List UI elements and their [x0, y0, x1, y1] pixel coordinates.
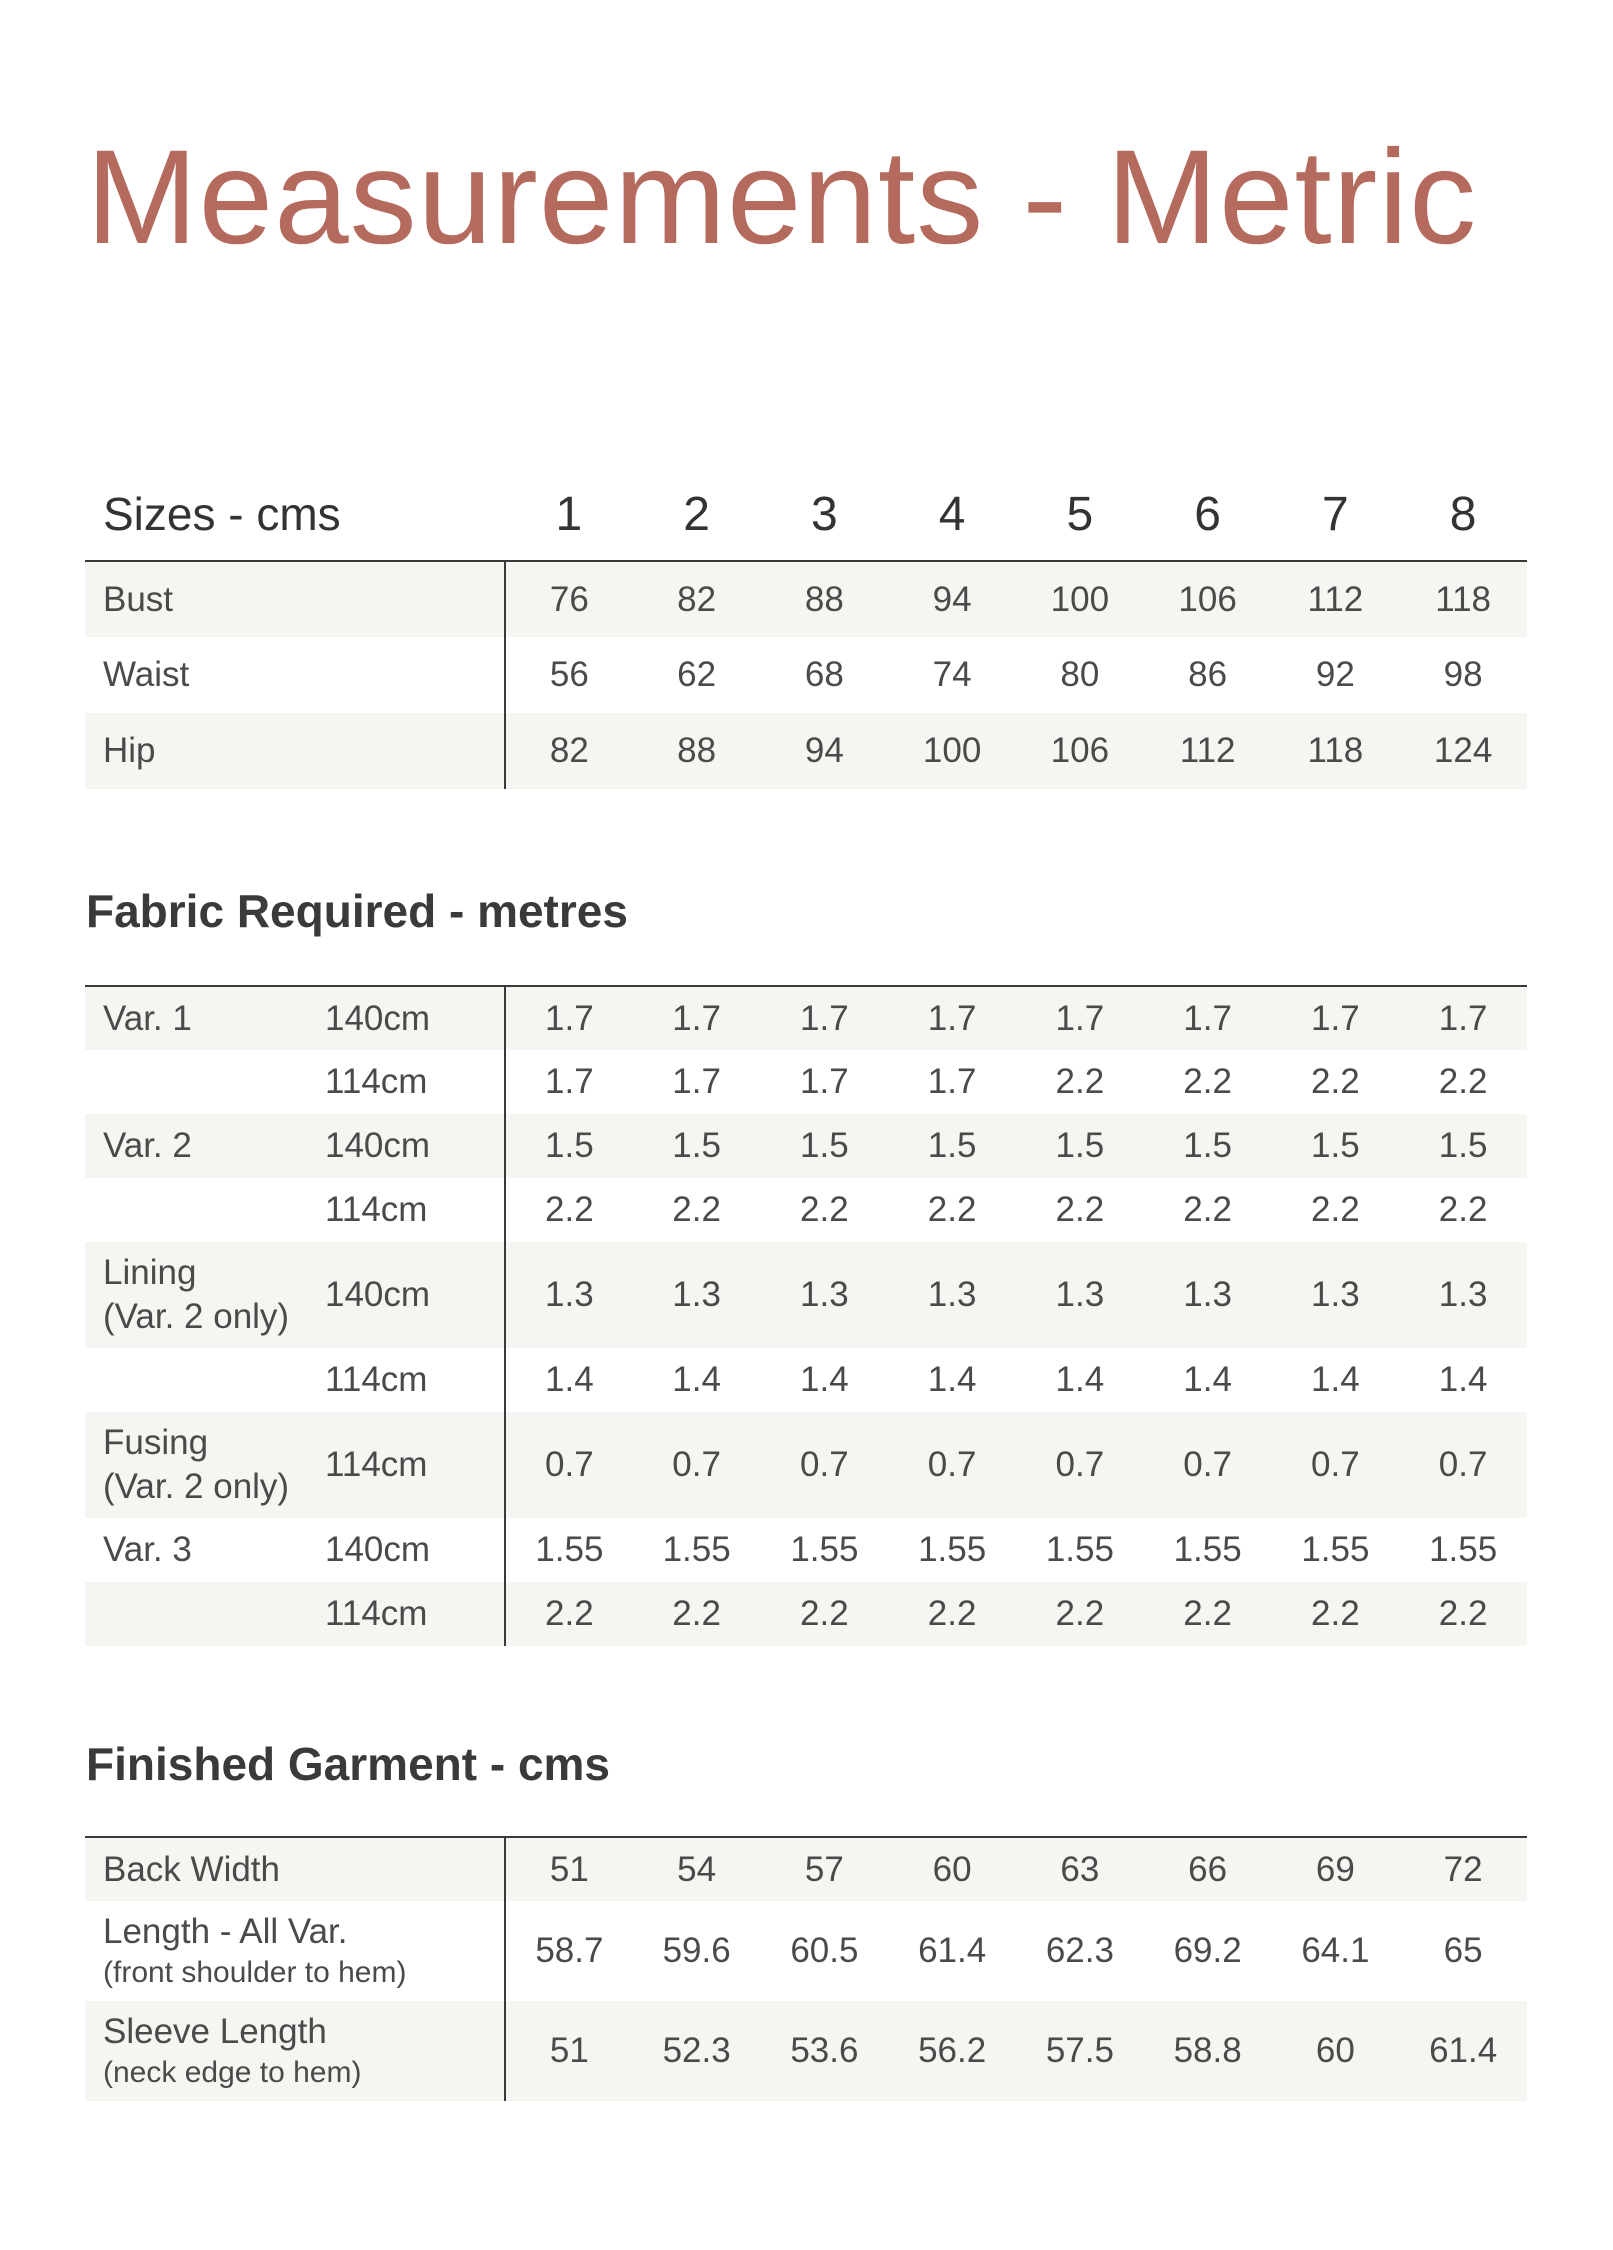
- table-cell: 1.55: [662, 1530, 731, 1569]
- table-cell: 61.4: [918, 1931, 987, 1970]
- table-cell: 1.5: [888, 1114, 1016, 1178]
- table-row: [85, 1412, 1527, 1518]
- table-cell: 1.7: [888, 986, 1016, 1050]
- table-row: [85, 1050, 1527, 1114]
- table-cell: 62.3: [1045, 1931, 1114, 1970]
- table-cell: 118: [1399, 561, 1527, 637]
- size-heading: 4: [888, 468, 1016, 561]
- row-label-note: (neck edge to hem): [103, 2056, 362, 2090]
- table-cell: 1.5: [633, 1114, 761, 1178]
- fabric-width: 140cm: [325, 986, 505, 1050]
- table-cell: 56: [549, 655, 589, 694]
- table-cell: 1.3: [633, 1242, 761, 1348]
- table-cell: 1.5: [1144, 1114, 1272, 1178]
- table-cell: 0.7: [888, 1412, 1016, 1518]
- table-cell: 1.55: [1301, 1530, 1370, 1569]
- table-cell: 56.2: [888, 2001, 1016, 2101]
- table-cell: 0.7: [1399, 1412, 1527, 1518]
- table-cell: 1.55: [1429, 1530, 1498, 1569]
- table-cell: 60: [1272, 2001, 1400, 2101]
- table-cell: 1.4: [1311, 1360, 1360, 1399]
- row-label: [85, 2001, 505, 2101]
- table-cell: 94: [761, 713, 889, 789]
- table-cell: 1.5: [1016, 1114, 1144, 1178]
- table-cell: 1.5: [505, 1114, 633, 1178]
- row-label-text: Var. 3: [103, 1530, 192, 1570]
- table-cell: 52.3: [633, 2001, 761, 2101]
- table-cell: 0.7: [505, 1412, 633, 1518]
- table-row: [85, 1348, 1527, 1412]
- table-row: [85, 2001, 1527, 2101]
- table-cell: 1.55: [790, 1530, 859, 1569]
- table-cell: 1.4: [927, 1360, 977, 1399]
- table-cell: 88: [633, 713, 761, 789]
- size-heading: 5: [1016, 468, 1144, 561]
- table-row: [85, 1582, 1527, 1646]
- table-cell: 1.5: [1399, 1114, 1527, 1178]
- table-cell: 124: [1399, 713, 1527, 789]
- table-cell: 1.4: [1438, 1360, 1488, 1399]
- size-heading: 2: [633, 468, 761, 561]
- row-label-text: Var. 1: [103, 998, 192, 1038]
- table-cell: 112: [1272, 561, 1400, 637]
- row-label-text: Length - All Var.: [103, 1912, 348, 1952]
- table-cell: 74: [932, 655, 972, 694]
- table-cell: 0.7: [1016, 1412, 1144, 1518]
- table-cell: 68: [804, 655, 844, 694]
- table-cell: 88: [761, 561, 889, 637]
- table-cell: 2.2: [1144, 1582, 1272, 1646]
- table-cell: 1.7: [1399, 986, 1527, 1050]
- table-cell: 2.2: [545, 1190, 594, 1229]
- table-row: [85, 1178, 1527, 1242]
- table-cell: 2.2: [1055, 1190, 1105, 1229]
- table-cell: 69.2: [1173, 1931, 1242, 1970]
- size-heading: 1: [505, 468, 633, 561]
- table-cell: 106: [1016, 713, 1144, 789]
- table-cell: 92: [1315, 655, 1355, 694]
- table-cell: 54: [633, 1837, 761, 1901]
- table-cell: 1.7: [761, 986, 889, 1050]
- table-cell: 2.2: [1183, 1190, 1232, 1229]
- table-cell: 1.7: [1272, 986, 1400, 1050]
- page-title: Measurements - Metric: [86, 123, 1478, 272]
- size-heading: 6: [1144, 468, 1272, 561]
- row-label-text: Back Width: [103, 1849, 280, 1889]
- fabric-width: 140cm: [325, 1114, 505, 1178]
- table-cell: 2.2: [927, 1190, 977, 1229]
- table-cell: 106: [1144, 561, 1272, 637]
- table-cell: 65: [1443, 1931, 1483, 1970]
- table-cell: 1.3: [1016, 1242, 1144, 1348]
- table-row: [85, 986, 1527, 1050]
- sizes-table: [85, 468, 1527, 789]
- table-cell: 1.7: [927, 1062, 977, 1101]
- table-cell: 2.2: [672, 1190, 721, 1229]
- table-cell: 53.6: [761, 2001, 889, 2101]
- table-cell: 61.4: [1399, 2001, 1527, 2101]
- table-cell: 1.7: [1144, 986, 1272, 1050]
- table-cell: 1.55: [535, 1530, 604, 1569]
- table-cell: 94: [888, 561, 1016, 637]
- table-cell: 1.3: [761, 1242, 889, 1348]
- garment-section-title: Finished Garment - cms: [86, 1738, 611, 1790]
- table-cell: 2.2: [1183, 1062, 1232, 1101]
- table-cell: 57.5: [1016, 2001, 1144, 2101]
- table-cell: 57: [761, 1837, 889, 1901]
- table-cell: 1.4: [1183, 1360, 1232, 1399]
- table-cell: 51: [505, 1837, 633, 1901]
- row-label-text: Sleeve Length: [103, 2012, 327, 2052]
- size-heading: 7: [1272, 468, 1400, 561]
- table-cell: 1.7: [545, 1062, 594, 1101]
- row-label: [85, 1412, 325, 1518]
- table-cell: 2.2: [1399, 1582, 1527, 1646]
- table-cell: 72: [1399, 1837, 1527, 1901]
- fabric-section-title: Fabric Required - metres: [86, 885, 628, 937]
- table-cell: 1.7: [672, 1062, 721, 1101]
- table-cell: 2.2: [505, 1582, 633, 1646]
- table-cell: 118: [1272, 713, 1400, 789]
- table-cell: 1.4: [800, 1360, 849, 1399]
- table-cell: 60.5: [790, 1931, 859, 1970]
- table-row: [85, 1114, 1527, 1178]
- table-cell: 58.8: [1144, 2001, 1272, 2101]
- fabric-width: 114cm: [325, 1050, 505, 1114]
- row-label-note: (Var. 2 only): [103, 1297, 290, 1336]
- table-cell: 82: [505, 713, 633, 789]
- table-row: [85, 1901, 1527, 2001]
- table-cell: 76: [505, 561, 633, 637]
- sizes-header-row: [85, 468, 1527, 561]
- fabric-width: 114cm: [325, 1178, 505, 1242]
- table-cell: 2.2: [800, 1190, 849, 1229]
- row-label: Waist: [85, 637, 505, 713]
- row-label: Bust: [85, 561, 505, 637]
- fabric-width: 140cm: [325, 1518, 505, 1582]
- table-cell: 0.7: [1272, 1412, 1400, 1518]
- table-cell: 1.4: [545, 1360, 594, 1399]
- table-row: [85, 561, 1527, 637]
- table-cell: 0.7: [1144, 1412, 1272, 1518]
- table-cell: 1.5: [761, 1114, 889, 1178]
- table-cell: 51: [505, 2001, 633, 2101]
- table-cell: 2.2: [1311, 1062, 1360, 1101]
- table-cell: 2.2: [1438, 1062, 1488, 1101]
- table-cell: 1.3: [1399, 1242, 1527, 1348]
- table-cell: 80: [1060, 655, 1100, 694]
- table-cell: 1.3: [1144, 1242, 1272, 1348]
- table-cell: 1.3: [505, 1242, 633, 1348]
- table-cell: 2.2: [1016, 1582, 1144, 1646]
- table-row: [85, 713, 1527, 789]
- table-cell: 1.4: [672, 1360, 721, 1399]
- fabric-table: [85, 985, 1527, 1646]
- table-cell: 0.7: [761, 1412, 889, 1518]
- table-cell: 2.2: [1055, 1062, 1105, 1101]
- row-label-note: (Var. 2 only): [103, 1467, 290, 1506]
- fabric-width: 114cm: [325, 1412, 505, 1518]
- table-cell: 1.55: [1045, 1530, 1114, 1569]
- row-label-text: Var. 2: [103, 1126, 192, 1166]
- table-cell: 62: [677, 655, 717, 694]
- table-cell: 2.2: [1438, 1190, 1488, 1229]
- table-row: [85, 637, 1527, 713]
- table-cell: 2.2: [633, 1582, 761, 1646]
- table-cell: 2.2: [761, 1582, 889, 1646]
- table-cell: 1.7: [1016, 986, 1144, 1050]
- table-cell: 86: [1188, 655, 1228, 694]
- table-cell: 82: [633, 561, 761, 637]
- sizes-header-label: Sizes - cms: [85, 468, 505, 561]
- table-row: [85, 1518, 1527, 1582]
- row-label: [85, 1901, 505, 2001]
- fabric-width: 140cm: [325, 1242, 505, 1348]
- fabric-width: 114cm: [325, 1582, 505, 1646]
- row-label: Hip: [85, 713, 505, 789]
- table-cell: 2.2: [888, 1582, 1016, 1646]
- garment-table: [85, 1836, 1527, 2101]
- table-cell: 60: [888, 1837, 1016, 1901]
- row-label: [85, 986, 325, 1050]
- table-cell: 100: [888, 713, 1016, 789]
- table-cell: 1.4: [1055, 1360, 1105, 1399]
- table-row: [85, 1242, 1527, 1348]
- table-cell: 98: [1443, 655, 1483, 694]
- table-cell: 63: [1016, 1837, 1144, 1901]
- table-cell: 100: [1016, 561, 1144, 637]
- table-cell: 1.7: [505, 986, 633, 1050]
- table-cell: 1.7: [800, 1062, 849, 1101]
- table-cell: 1.7: [633, 986, 761, 1050]
- table-cell: 59.6: [662, 1931, 731, 1970]
- row-label: [85, 1348, 325, 1412]
- size-heading: 3: [761, 468, 889, 561]
- table-row: [85, 1837, 1527, 1901]
- row-label: [85, 1518, 325, 1582]
- table-cell: 66: [1144, 1837, 1272, 1901]
- table-cell: 58.7: [535, 1931, 604, 1970]
- row-label: [85, 1050, 325, 1114]
- row-label: [85, 1114, 325, 1178]
- row-label-text: Fusing: [103, 1423, 209, 1463]
- size-heading: 8: [1399, 468, 1527, 561]
- row-label: [85, 1837, 505, 1901]
- fabric-width: 114cm: [325, 1348, 505, 1412]
- table-cell: 2.2: [1311, 1190, 1360, 1229]
- table-cell: 112: [1144, 713, 1272, 789]
- table-cell: 2.2: [1272, 1582, 1400, 1646]
- table-cell: 1.3: [1272, 1242, 1400, 1348]
- row-label: [85, 1582, 325, 1646]
- row-label: [85, 1242, 325, 1348]
- table-cell: 1.5: [1272, 1114, 1400, 1178]
- table-cell: 69: [1272, 1837, 1400, 1901]
- row-label-text: Lining: [103, 1253, 197, 1293]
- table-cell: 1.3: [888, 1242, 1016, 1348]
- table-cell: 0.7: [633, 1412, 761, 1518]
- row-label-note: (front shoulder to hem): [103, 1956, 407, 1990]
- table-cell: 64.1: [1301, 1931, 1370, 1970]
- table-cell: 1.55: [918, 1530, 987, 1569]
- row-label: [85, 1178, 325, 1242]
- table-cell: 1.55: [1173, 1530, 1242, 1569]
